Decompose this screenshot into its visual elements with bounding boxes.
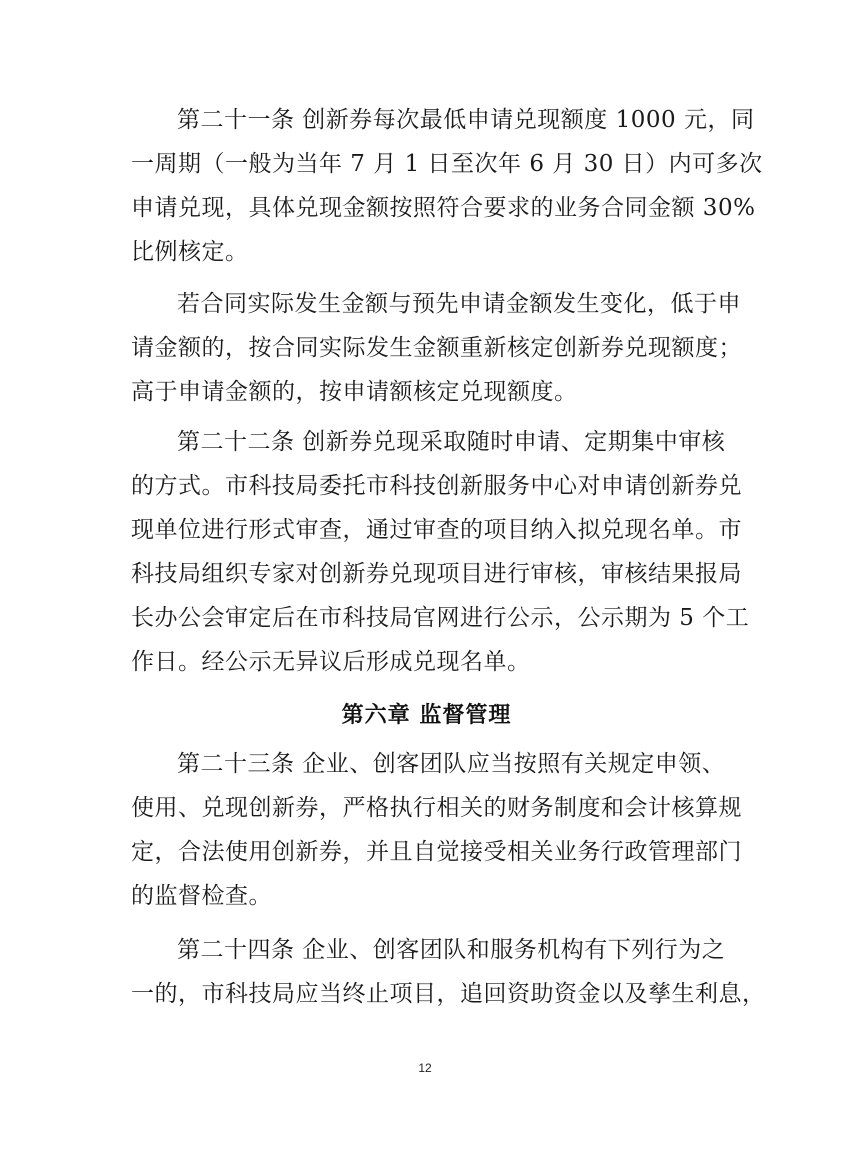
- text-line: 第二十二条 创新券兑现采取随时申请、定期集中审核: [177, 429, 726, 455]
- text-line: 高于申请金额的，按申请额核定兑现额度。: [131, 379, 578, 405]
- article-24-paragraph: [131, 928, 766, 1016]
- text-line: 请金额的，按合同实际发生金额重新核定创新券兑现额度；: [131, 335, 742, 361]
- text-line: 现单位进行形式审查，通过审查的项目纳入拟兑现名单。市: [131, 517, 742, 543]
- text-line: 第二十三条 企业、创客团队应当按照有关规定申领、: [177, 751, 726, 777]
- text-line: 一的，市科技局应当终止项目，追回资助资金以及孳生利息，: [131, 981, 766, 1007]
- contract-change-paragraph: [131, 282, 742, 414]
- chapter-heading: 第六章 监督管理: [341, 703, 512, 728]
- text-line: 若合同实际发生金额与预先申请金额发生变化，低于申: [177, 291, 741, 317]
- text-line: 长办公会审定后在市科技局官网进行公示，公示期为 5 个工: [131, 605, 750, 631]
- text-line: 的方式。市科技局委托市科技创新服务中心对申请创新券兑: [131, 473, 742, 499]
- article-23-paragraph: [131, 742, 742, 918]
- text-line: 使用、兑现创新券，严格执行相关的财务制度和会计核算规: [131, 795, 742, 821]
- text-line: 科技局组织专家对创新券兑现项目进行审核，审核结果报局: [131, 561, 742, 587]
- text-line: 的监督检查。: [131, 883, 272, 909]
- text-line: 定，合法使用创新券，并且自觉接受相关业务行政管理部门: [131, 839, 742, 865]
- text-line: 比例核定。: [131, 239, 249, 265]
- article-22-paragraph: [131, 420, 750, 684]
- text-line: 作日。经公示无异议后形成兑现名单。: [131, 649, 531, 675]
- text-line: 一周期（一般为当年 7 月 1 日至次年 6 月 30 日）内可多次: [131, 151, 763, 177]
- text-line: 申请兑现，具体兑现金额按照符合要求的业务合同金额 30%: [131, 195, 756, 221]
- page-number: 12: [418, 1061, 432, 1075]
- text-line: 第二十一条 创新券每次最低申请兑现额度 1000 元，同: [177, 107, 755, 133]
- article-21-paragraph: [131, 98, 763, 274]
- text-line: 第二十四条 企业、创客团队和服务机构有下列行为之: [177, 937, 726, 963]
